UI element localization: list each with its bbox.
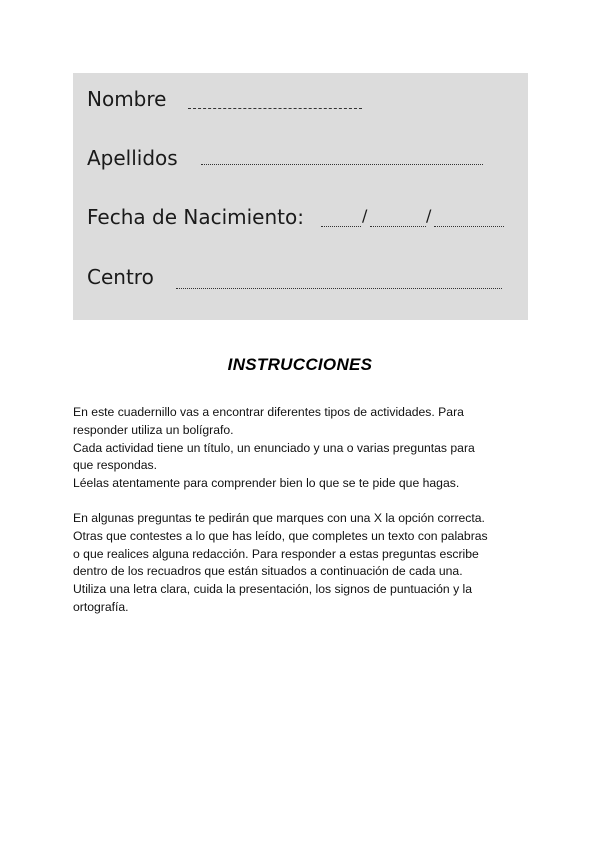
paragraph-line: que respondas. <box>73 458 158 473</box>
paragraph-line: Utiliza una letra clara, cuida la presentación, los signos de puntuación y la <box>73 582 473 597</box>
apellidos-label: Apellidos <box>87 146 178 170</box>
paragraph-line: responder utiliza un bolígrafo. <box>73 422 234 437</box>
apellidos-field[interactable] <box>201 164 483 165</box>
paragraph-line: Otras que contestes a lo que has leído, que completes un texto con palabras <box>73 528 488 543</box>
fecha-day-field[interactable] <box>321 226 361 227</box>
date-separator-2: / <box>426 206 432 225</box>
instructions-title: INSTRUCCIONES <box>227 355 373 374</box>
instructions-paragraph-1 <box>73 404 543 493</box>
nombre-label: Nombre <box>87 87 167 111</box>
paragraph-line: En algunas preguntas te pedirán que marques con una X la opción correcta. <box>73 511 485 525</box>
paragraph-line: Cada actividad tiene un título, un enunciado y una o varias preguntas para <box>73 440 475 455</box>
fecha-year-field[interactable] <box>434 226 504 227</box>
paragraph-line: En este cuadernillo vas a encontrar diferentes tipos de actividades. Para <box>73 405 464 419</box>
instructions-paragraph-2 <box>73 510 543 617</box>
paragraph-line: o que realices alguna redacción. Para responder a estas preguntas escribe <box>73 546 479 561</box>
paragraph-line: dentro de los recuadros que están situados a continuación de cada una. <box>73 564 463 579</box>
paragraph-line: ortografía. <box>73 599 129 614</box>
paragraph-line: Léelas atentamente para comprender bien lo que se te pide que hagas. <box>73 476 460 491</box>
student-info-form <box>73 73 528 320</box>
centro-label: Centro <box>87 265 154 289</box>
nombre-field[interactable] <box>188 108 362 109</box>
fecha-label: Fecha de Nacimiento: <box>87 205 304 229</box>
fecha-month-field[interactable] <box>370 226 426 227</box>
centro-field[interactable] <box>176 288 502 289</box>
date-separator-1: / <box>362 206 368 225</box>
